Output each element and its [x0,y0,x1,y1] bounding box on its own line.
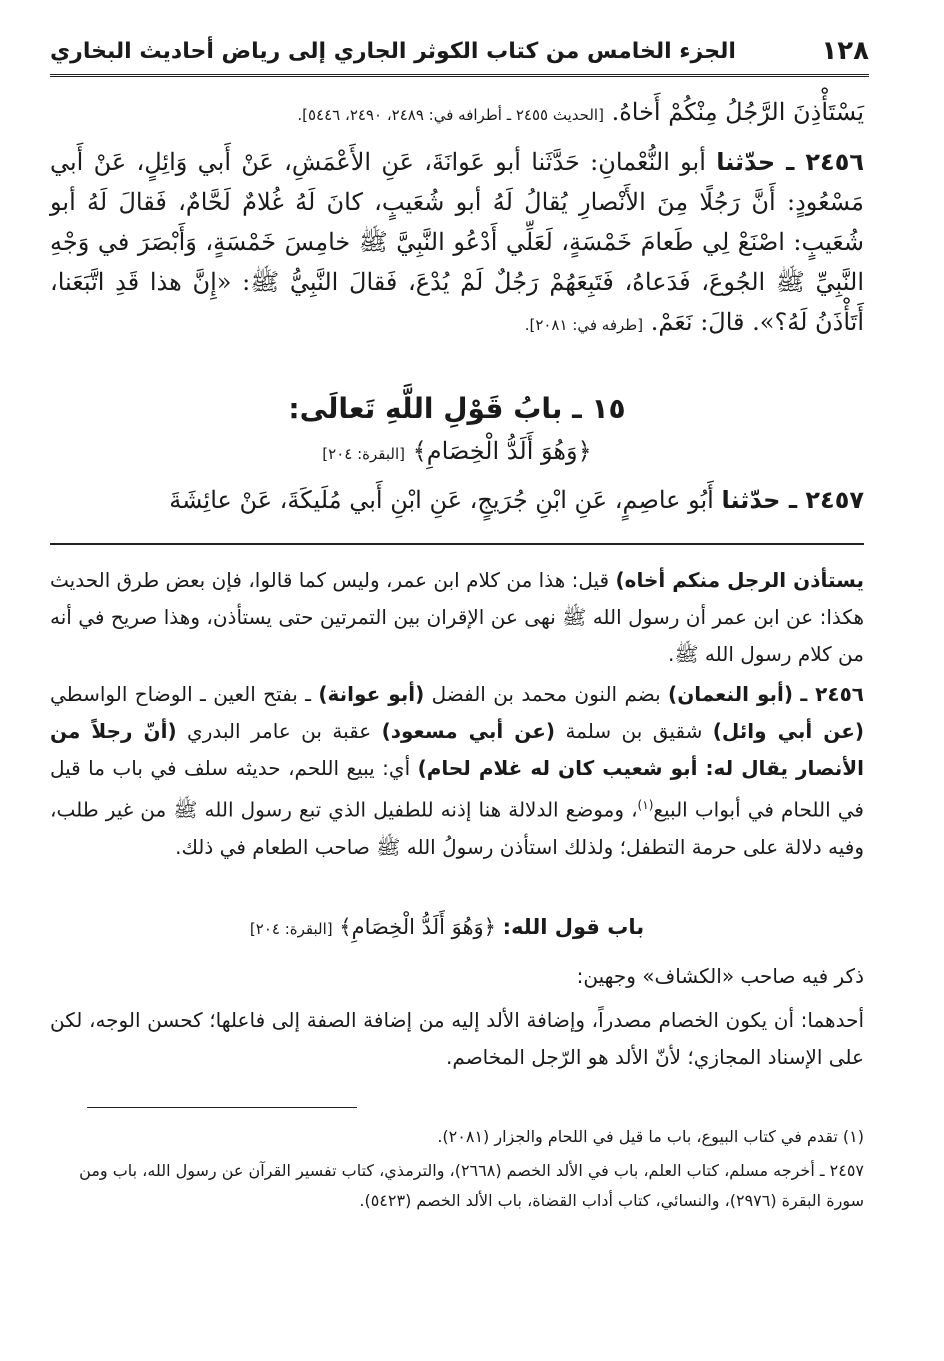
footnote-rule [87,1107,357,1108]
chapter-title: ١٥ ـ بابُ قَوْلِ اللَّهِ تَعالَى: [288,392,626,425]
commentary-paragraph-3: ذكر فيه صاحب «الكشاف» وجهين: [576,964,864,988]
commentary-lead: (أبو عوانة) [318,682,425,706]
running-title: الجزء الخامس من كتاب الكوثر الجاري إلى رياض أحاديث البخاري [50,38,736,64]
commentary-text: ـ بفتح العين ـ الوضاح الواسطي [50,682,312,706]
footnotes [50,1122,864,1220]
chapter-verse-ref: [البقرة: ٢٠٤] [322,445,405,463]
page-number: ١٢٨ [821,36,869,66]
commentary-lead: يستأذن الرجل منكم أخاه) [615,568,865,592]
sub-chapter-ref: [البقرة: ٢٠٤] [249,920,333,938]
hadith-number: ٢٤٥٧ ـ حدّثنا [721,486,864,514]
top-line [50,92,864,135]
commentary-text: أي: يبيع اللحم، حديثه سلف في باب ما قيل في اللحام في أبواب البيع [50,756,864,822]
chapter-verse-line [50,437,864,465]
commentary-lead: (أبو النعمان) [668,682,793,706]
commentary-text: ، وموضع الدلالة هنا إذنه للطفيل الذي تبع رسول الله ﷺ من غير طلب، وفيه دلالة على حرمة التطفل؛ ولذلك استأذن رسولُ الله ﷺ صاحب الطعام في ذلك. [50,797,864,859]
commentary-text: قيل: هذا من كلام ابن عمر، وليس كما قالوا، فإن بعض طرق الحديث هكذا: عن ابن عمر أن رسول الله ﷺ نهى عن الإقران بين التمرتين حتى يستأذن، وهذا صريح في أنه من كلام رسول الله ﷺ. [50,568,864,666]
commentary-number: ٢٤٥٦ ـ [800,682,864,706]
commentary-text: بضم النون محمد بن الفضل [431,682,661,706]
commentary-lead: (عن أبي وائل) [712,719,865,743]
commentary-paragraph-1 [50,562,864,673]
footnote-2457: ٢٤٥٧ ـ أخرجه مسلم، كتاب العلم، باب في الألد الخصم (٢٦٦٨)، والترمذي، كتاب تفسير القرآن عن رسول الله، باب ومن سورة البقرة (٢٩٧٦)، والنسائي، كتاب أداب القضاة، باب الألد الخصم (٥٤٢٣). [79,1161,864,1210]
footnote-marker: (١) [637,798,654,812]
hadith-2457 [50,480,864,520]
sub-chapter-title: باب قول الله: [502,915,645,939]
section-divider [50,543,864,545]
hadith-2456 [50,142,864,345]
hadith-ref: [طرفه في: ٢٠٨١]. [524,316,644,334]
page-header [50,28,869,77]
hadith-number: ٢٤٥٦ ـ حدّثنا [716,148,864,176]
top-line-text: يَسْتَأْذِنَ الرَّجُلُ مِنْكُمْ أَخاهُ. [611,98,864,126]
footnote-1: (١) تقدم في كتاب البيوع، باب ما قيل في اللحام والجزار (٢٠٨١). [437,1127,864,1146]
commentary-text: عقبة بن عامر البدري [187,719,372,743]
commentary-text: شقيق بن سلمة [565,719,703,743]
hadith-text: أبو النُّعْمانِ: حَدَّثَنا أبو عَوانَةَ، عَنِ الأَعْمَشِ، عَنْ أَبي وَائِلٍ، عَنْ أَبي مَسْعُودٍ: أَنَّ رَجُلًا مِنَ الأَنْصارِ يُقالُ لَهُ أبو شُعَيبٍ، كانَ لَهُ غُلامٌ لَحَّامٌ، فَقالَ لَهُ أبو شُعَيبٍ: اصْنَعْ لِي طَعامَ خَمْسَةٍ، لَعَلِّي أَدْعُو النَّبِيَّ ﷺ خامِسَ خَمْسَةٍ، وَأَبْصَرَ في وَجْهِ النَّبِيِّ ﷺ الجُوعَ، فَدَعاهُ، فَتَبِعَهُمْ رَجُلٌ لَمْ يُدْعَ، فَقالَ النَّبِيُّ ﷺ: «إِنَّ هذا قَدِ اتَّبَعَنا، أَتَأْذَنُ لَهُ؟». قالَ: نَعَمْ. [50,148,864,336]
commentary-lead: (عن أبي مسعود) [381,719,556,743]
commentary-paragraph-2 [50,676,864,866]
sub-chapter-verse: ﴿وَهُوَ أَلَدُّ الْخِصَامِ﴾ [339,915,496,939]
commentary-paragraph-4: أحدهما: أن يكون الخصام مصدراً، وإضافة الألد إليه من إضافة الصفة إلى فاعلها؛ كحسن الوجه، لكن على الإسناد المجازي؛ لأنّ الألد هو الرّجل المخاصم. [50,1008,864,1069]
chapter-verse: ﴿وَهُوَ أَلَدُّ الْخِصَامِ﴾ [412,437,592,465]
hadith-text: أَبُو عاصِمٍ، عَنِ ابْنِ جُرَيجٍ، عَنِ ابْنِ أَبي مُلَيكَةَ، عَنْ عائِشَةَ [169,486,714,514]
sub-chapter-heading [50,915,844,939]
top-line-ref: [الحديث ٢٤٥٥ ـ أطرافه في: ٢٤٨٩، ٢٤٩٠، ٥٤٤٦]. [297,106,604,124]
commentary-lead: (أنّ رجلاً من الأنصار يقال له: أبو شعيب كان له غلام لحام) [50,719,864,780]
